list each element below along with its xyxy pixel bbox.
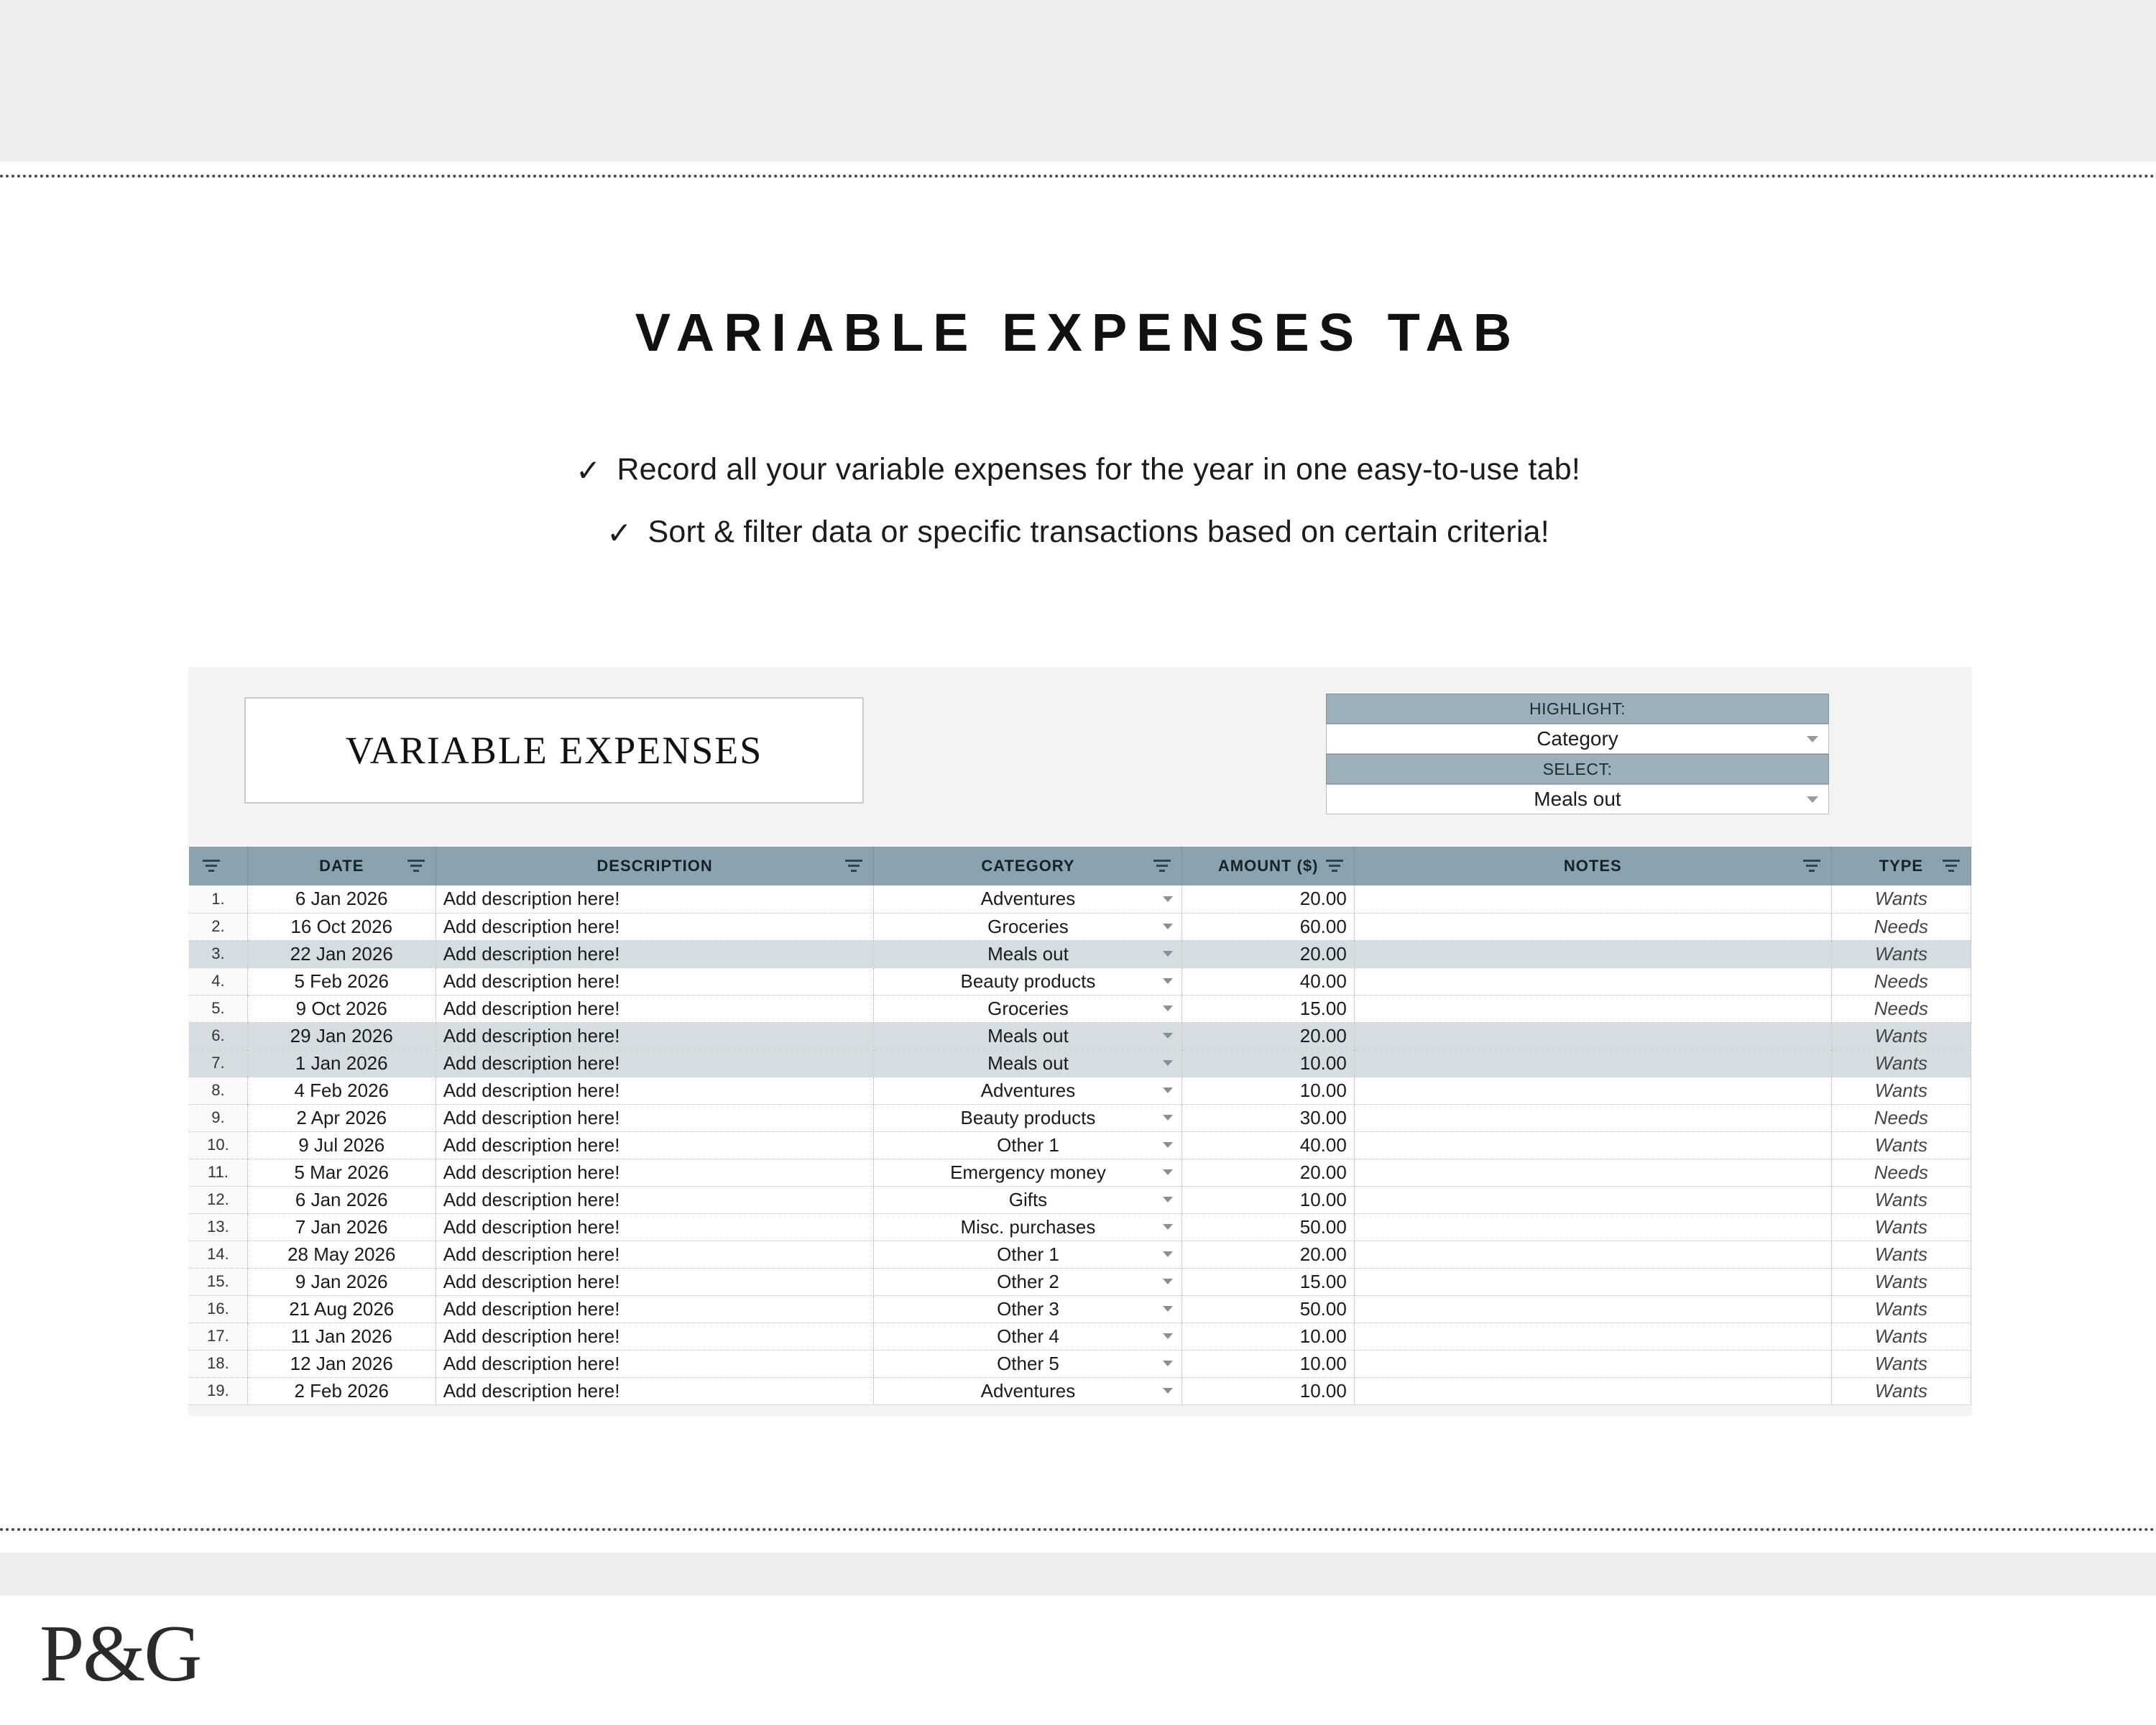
cell-category-value: Misc. purchases	[960, 1215, 1096, 1238]
cell-category-value: Meals out	[987, 1052, 1069, 1074]
cell-category[interactable]	[874, 1322, 1182, 1350]
cell-category[interactable]	[874, 886, 1182, 913]
chevron-down-icon	[1807, 736, 1818, 742]
chevron-down-icon[interactable]	[1163, 951, 1173, 957]
cell-amount[interactable]: 10.00	[1182, 1322, 1354, 1350]
table-row[interactable]	[189, 1241, 1971, 1268]
chevron-down-icon[interactable]	[1163, 924, 1173, 929]
cell-description[interactable]: Add description here!	[436, 1186, 874, 1213]
cell-date[interactable]: 12 Jan 2026	[247, 1350, 436, 1377]
cell-notes[interactable]	[1354, 1104, 1831, 1131]
cell-category-value: Other 3	[997, 1297, 1059, 1320]
cell-category-value: Groceries	[987, 915, 1069, 937]
highlight-dropdown[interactable]	[1326, 724, 1829, 754]
cell-type: Needs	[1831, 913, 1971, 940]
bullet-item	[0, 446, 2156, 494]
cell-description[interactable]: Add description here!	[436, 1241, 874, 1268]
cell-amount[interactable]: 50.00	[1182, 1295, 1354, 1322]
cell-description[interactable]: Add description here!	[436, 1077, 874, 1104]
cell-notes[interactable]	[1354, 1377, 1831, 1404]
cell-category[interactable]	[874, 1131, 1182, 1159]
cell-notes[interactable]	[1354, 1268, 1831, 1295]
cell-date[interactable]: 1 Jan 2026	[247, 1049, 436, 1077]
chevron-down-icon[interactable]	[1163, 1087, 1173, 1093]
cell-category-value: Meals out	[987, 1024, 1069, 1046]
cell-description[interactable]: Add description here!	[436, 1104, 874, 1131]
cell-date[interactable]: 5 Feb 2026	[247, 967, 436, 995]
sheet-title: VARIABLE EXPENSES	[345, 729, 763, 772]
chevron-down-icon[interactable]	[1163, 1006, 1173, 1011]
highlight-panel	[1326, 694, 1829, 814]
row-number: 11.	[189, 1159, 247, 1186]
cell-type: Wants	[1831, 1350, 1971, 1377]
cell-amount[interactable]: 30.00	[1182, 1104, 1354, 1131]
cell-amount[interactable]: 20.00	[1182, 1159, 1354, 1186]
cell-description[interactable]: Add description here!	[436, 1322, 874, 1350]
filter-icon[interactable]	[202, 860, 221, 873]
cell-category-value: Other 5	[997, 1352, 1059, 1374]
cell-type: Wants	[1831, 1268, 1971, 1295]
cell-amount[interactable]: 20.00	[1182, 940, 1354, 967]
select-dropdown[interactable]	[1326, 784, 1829, 814]
cell-amount[interactable]: 10.00	[1182, 1377, 1354, 1404]
cell-category-value: Groceries	[987, 997, 1069, 1019]
cell-date[interactable]: 4 Feb 2026	[247, 1077, 436, 1104]
select-label: SELECT:	[1326, 754, 1829, 784]
column-header-type[interactable]	[1831, 847, 1971, 886]
cell-date[interactable]: 6 Jan 2026	[247, 1186, 436, 1213]
cell-type: Wants	[1831, 1213, 1971, 1241]
cell-description[interactable]: Add description here!	[436, 1022, 874, 1049]
cell-category[interactable]	[874, 913, 1182, 940]
cell-type: Wants	[1831, 1295, 1971, 1322]
bullet-text: Sort & filter data or specific transactions based on certain criteria!	[648, 514, 1549, 549]
cell-notes[interactable]	[1354, 1186, 1831, 1213]
cell-date[interactable]: 2 Feb 2026	[247, 1377, 436, 1404]
cell-type: Wants	[1831, 1049, 1971, 1077]
row-number: 7.	[189, 1049, 247, 1077]
chevron-down-icon[interactable]	[1163, 1060, 1173, 1066]
column-header-category[interactable]	[874, 847, 1182, 886]
cell-category-value: Other 1	[997, 1133, 1059, 1156]
column-header-date[interactable]	[247, 847, 436, 886]
cell-category-value: Beauty products	[960, 970, 1096, 992]
chevron-down-icon[interactable]	[1163, 1251, 1173, 1257]
cell-category[interactable]	[874, 940, 1182, 967]
cell-description[interactable]: Add description here!	[436, 1350, 874, 1377]
cell-amount[interactable]: 40.00	[1182, 967, 1354, 995]
cell-category-value: Gifts	[1008, 1188, 1048, 1210]
cell-amount[interactable]: 20.00	[1182, 1022, 1354, 1049]
table-row[interactable]	[189, 1049, 1971, 1077]
cell-description[interactable]: Add description here!	[436, 967, 874, 995]
cell-description[interactable]: Add description here!	[436, 1049, 874, 1077]
column-header-description-label: DESCRIPTION	[596, 857, 713, 875]
cell-category[interactable]	[874, 1213, 1182, 1241]
cell-date[interactable]: 2 Apr 2026	[247, 1104, 436, 1131]
cell-amount[interactable]: 15.00	[1182, 995, 1354, 1022]
chevron-down-icon[interactable]	[1163, 1388, 1173, 1394]
row-number: 6.	[189, 1022, 247, 1049]
cell-notes[interactable]	[1354, 1159, 1831, 1186]
cell-type: Wants	[1831, 1186, 1971, 1213]
cell-description[interactable]: Add description here!	[436, 1295, 874, 1322]
cell-description[interactable]: Add description here!	[436, 940, 874, 967]
spreadsheet-card	[189, 667, 1971, 1414]
cell-category-value: Adventures	[980, 888, 1076, 910]
table-row[interactable]	[189, 886, 1971, 913]
column-header-date-label: DATE	[319, 857, 364, 875]
page-title: VARIABLE EXPENSES TAB	[635, 303, 1521, 362]
table-row[interactable]	[189, 995, 1971, 1022]
table-header-row	[189, 847, 1971, 886]
cell-category[interactable]	[874, 1295, 1182, 1322]
cell-date[interactable]: 16 Oct 2026	[247, 913, 436, 940]
row-number: 14.	[189, 1241, 247, 1268]
bottom-dotted-divider	[0, 1528, 2156, 1531]
cell-category[interactable]	[874, 967, 1182, 995]
cell-description[interactable]: Add description here!	[436, 1131, 874, 1159]
cell-amount[interactable]: 10.00	[1182, 1186, 1354, 1213]
table-row[interactable]	[189, 1350, 1971, 1377]
cell-amount[interactable]: 50.00	[1182, 1213, 1354, 1241]
table-row[interactable]	[189, 1186, 1971, 1213]
cell-notes[interactable]	[1354, 995, 1831, 1022]
highlight-label: HIGHLIGHT:	[1326, 694, 1829, 724]
cell-date[interactable]: 21 Aug 2026	[247, 1295, 436, 1322]
cell-notes[interactable]	[1354, 1022, 1831, 1049]
cell-description[interactable]: Add description here!	[436, 1268, 874, 1295]
cell-date[interactable]: 6 Jan 2026	[247, 886, 436, 913]
cell-date[interactable]: 22 Jan 2026	[247, 940, 436, 967]
cell-date[interactable]: 9 Oct 2026	[247, 995, 436, 1022]
cell-notes[interactable]	[1354, 1077, 1831, 1104]
chevron-down-icon[interactable]	[1163, 896, 1173, 902]
chevron-down-icon	[1807, 796, 1818, 803]
cell-category-value: Other 2	[997, 1270, 1059, 1292]
cell-description[interactable]: Add description here!	[436, 1213, 874, 1241]
table-row[interactable]	[189, 1104, 1971, 1131]
column-header-amount[interactable]	[1182, 847, 1354, 886]
cell-category[interactable]	[874, 1159, 1182, 1186]
cell-type: Wants	[1831, 1077, 1971, 1104]
row-number: 17.	[189, 1322, 247, 1350]
cell-description[interactable]: Add description here!	[436, 1159, 874, 1186]
cell-category[interactable]	[874, 1377, 1182, 1404]
row-number: 9.	[189, 1104, 247, 1131]
table-row[interactable]	[189, 967, 1971, 995]
cell-date[interactable]: 11 Jan 2026	[247, 1322, 436, 1350]
row-number: 3.	[189, 940, 247, 967]
bullet-text: Record all your variable expenses for the year in one easy-to-use tab!	[617, 452, 1580, 487]
cell-category-value: Adventures	[980, 1379, 1076, 1402]
cell-category[interactable]	[874, 1186, 1182, 1213]
table-row[interactable]	[189, 1077, 1971, 1104]
cell-type: Needs	[1831, 995, 1971, 1022]
cell-category[interactable]	[874, 1049, 1182, 1077]
cell-notes[interactable]	[1354, 1350, 1831, 1377]
expenses-table	[189, 847, 1971, 1405]
cell-notes[interactable]	[1354, 1131, 1831, 1159]
column-header-type-label: TYPE	[1879, 857, 1924, 875]
cell-type: Wants	[1831, 1022, 1971, 1049]
row-number: 5.	[189, 995, 247, 1022]
cell-type: Needs	[1831, 967, 1971, 995]
cell-notes[interactable]	[1354, 1049, 1831, 1077]
check-icon: ✓	[576, 454, 602, 487]
filter-icon[interactable]	[1325, 860, 1344, 873]
cell-category-value: Other 4	[997, 1325, 1059, 1347]
chevron-down-icon[interactable]	[1163, 1361, 1173, 1366]
cell-notes[interactable]	[1354, 1241, 1831, 1268]
cell-type: Wants	[1831, 940, 1971, 967]
sheet-title-box	[244, 697, 864, 804]
table-row[interactable]	[189, 1322, 1971, 1350]
row-number: 13.	[189, 1213, 247, 1241]
table-row[interactable]	[189, 1268, 1971, 1295]
cell-notes[interactable]	[1354, 940, 1831, 967]
cell-category-value: Emergency money	[950, 1161, 1106, 1183]
cell-notes[interactable]	[1354, 1213, 1831, 1241]
column-header-category-label: CATEGORY	[981, 857, 1075, 875]
cell-date[interactable]: 28 May 2026	[247, 1241, 436, 1268]
cell-date[interactable]: 7 Jan 2026	[247, 1213, 436, 1241]
chevron-down-icon[interactable]	[1163, 1224, 1173, 1230]
cell-notes[interactable]	[1354, 1322, 1831, 1350]
select-dropdown-value: Meals out	[1534, 788, 1621, 810]
table-row[interactable]	[189, 1213, 1971, 1241]
row-number: 10.	[189, 1131, 247, 1159]
cell-category[interactable]	[874, 1350, 1182, 1377]
cell-amount[interactable]: 10.00	[1182, 1049, 1354, 1077]
column-header-description[interactable]	[436, 847, 874, 886]
table-row[interactable]	[189, 1131, 1971, 1159]
cell-amount[interactable]: 20.00	[1182, 1241, 1354, 1268]
cell-date[interactable]: 29 Jan 2026	[247, 1022, 436, 1049]
table-row[interactable]	[189, 1377, 1971, 1404]
column-header-amount-label: AMOUNT ($)	[1217, 857, 1319, 875]
row-number: 1.	[189, 886, 247, 913]
cell-amount[interactable]: 15.00	[1182, 1268, 1354, 1295]
cell-description[interactable]: Add description here!	[436, 995, 874, 1022]
top-band	[0, 0, 2156, 162]
row-number: 15.	[189, 1268, 247, 1295]
cell-type: Wants	[1831, 886, 1971, 913]
feature-bullets	[0, 446, 2156, 570]
row-number: 16.	[189, 1295, 247, 1322]
cell-amount[interactable]: 40.00	[1182, 1131, 1354, 1159]
chevron-down-icon[interactable]	[1163, 978, 1173, 984]
cell-type: Needs	[1831, 1104, 1971, 1131]
row-number: 18.	[189, 1350, 247, 1377]
table-row[interactable]	[189, 913, 1971, 940]
cell-amount[interactable]: 10.00	[1182, 1077, 1354, 1104]
cell-type: Needs	[1831, 1159, 1971, 1186]
row-number: 12.	[189, 1186, 247, 1213]
cell-notes[interactable]	[1354, 1295, 1831, 1322]
cell-category-value: Adventures	[980, 1079, 1076, 1101]
cell-description[interactable]: Add description here!	[436, 913, 874, 940]
filter-icon[interactable]	[1802, 860, 1821, 873]
table-row[interactable]	[189, 940, 1971, 967]
row-number: 4.	[189, 967, 247, 995]
cell-category-value: Beauty products	[960, 1106, 1096, 1128]
cell-notes[interactable]	[1354, 886, 1831, 913]
row-number: 19.	[189, 1377, 247, 1404]
cell-amount[interactable]: 10.00	[1182, 1350, 1354, 1377]
cell-category[interactable]	[874, 1268, 1182, 1295]
cell-description[interactable]: Add description here!	[436, 1377, 874, 1404]
filter-icon[interactable]	[407, 860, 425, 873]
cell-type: Wants	[1831, 1377, 1971, 1404]
cell-category-value: Other 1	[997, 1243, 1059, 1265]
cell-description[interactable]: Add description here!	[436, 886, 874, 913]
cell-type: Wants	[1831, 1241, 1971, 1268]
highlight-dropdown-value: Category	[1537, 727, 1618, 750]
cell-type: Wants	[1831, 1131, 1971, 1159]
table-row[interactable]	[189, 1022, 1971, 1049]
filter-icon[interactable]	[1942, 860, 1961, 873]
cell-amount[interactable]: 60.00	[1182, 913, 1354, 940]
brand-logo: P&G	[40, 1609, 201, 1698]
cell-category[interactable]	[874, 1241, 1182, 1268]
cell-category[interactable]	[874, 1077, 1182, 1104]
top-dotted-divider	[0, 175, 2156, 178]
chevron-down-icon[interactable]	[1163, 1033, 1173, 1039]
cell-category[interactable]	[874, 1022, 1182, 1049]
chevron-down-icon[interactable]	[1163, 1306, 1173, 1312]
row-number: 8.	[189, 1077, 247, 1104]
chevron-down-icon[interactable]	[1163, 1197, 1173, 1202]
filter-icon[interactable]	[844, 860, 863, 873]
table-row[interactable]	[189, 1159, 1971, 1186]
cell-notes[interactable]	[1354, 967, 1831, 995]
cell-amount[interactable]: 20.00	[1182, 886, 1354, 913]
cell-notes[interactable]	[1354, 913, 1831, 940]
chevron-down-icon[interactable]	[1163, 1142, 1173, 1148]
cell-type: Wants	[1831, 1322, 1971, 1350]
cell-date[interactable]: 9 Jul 2026	[247, 1131, 436, 1159]
cell-date[interactable]: 9 Jan 2026	[247, 1268, 436, 1295]
bullet-item	[0, 508, 2156, 556]
cell-category[interactable]	[874, 995, 1182, 1022]
chevron-down-icon[interactable]	[1163, 1279, 1173, 1284]
cell-category[interactable]	[874, 1104, 1182, 1131]
bottom-band	[0, 1552, 2156, 1596]
chevron-down-icon[interactable]	[1163, 1333, 1173, 1339]
chevron-down-icon[interactable]	[1163, 1169, 1173, 1175]
chevron-down-icon[interactable]	[1163, 1115, 1173, 1121]
column-header-index	[189, 847, 247, 886]
filter-icon[interactable]	[1153, 860, 1171, 873]
row-number: 2.	[189, 913, 247, 940]
cell-category-value: Meals out	[987, 942, 1069, 965]
column-header-notes[interactable]	[1354, 847, 1831, 886]
check-icon: ✓	[607, 515, 632, 550]
column-header-notes-label: NOTES	[1563, 857, 1622, 875]
table-row[interactable]	[189, 1295, 1971, 1322]
cell-date[interactable]: 5 Mar 2026	[247, 1159, 436, 1186]
